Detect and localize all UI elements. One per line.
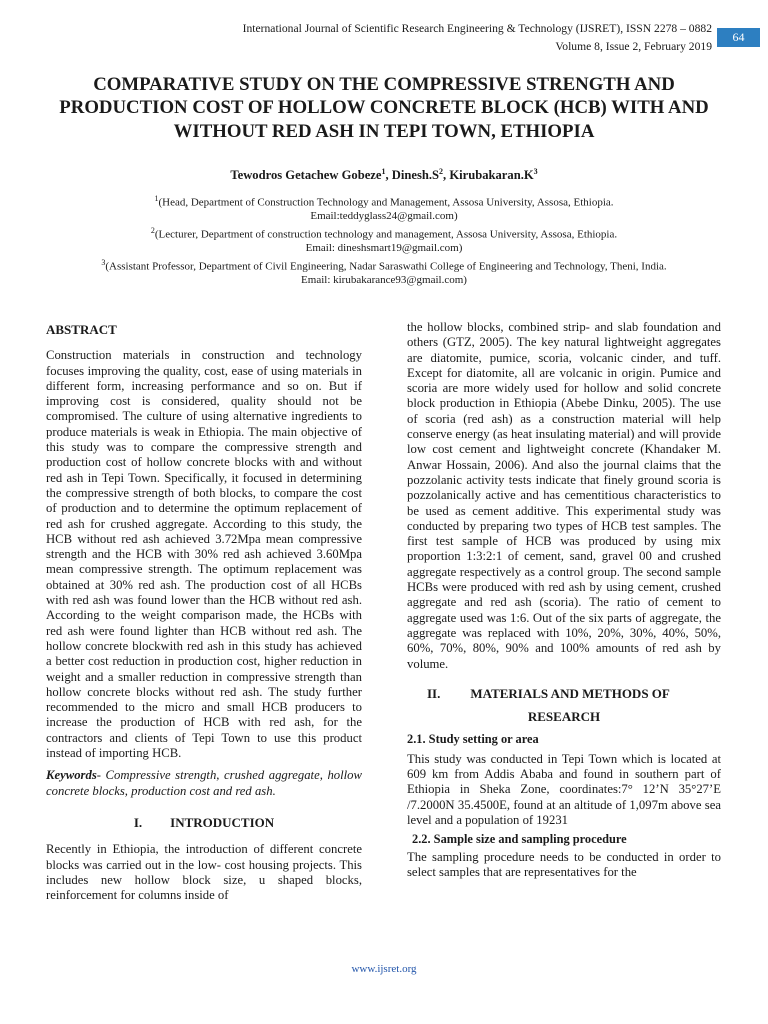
right-column xyxy=(407,320,721,880)
section-title: MATERIALS AND METHODS OF xyxy=(470,685,670,701)
subsection-heading: 2.2. Sample size and sampling procedure xyxy=(412,832,627,847)
keywords-text: - Compressive strength, crushed aggregate, hollow concrete blocks, production cost and red ash. xyxy=(46,768,362,798)
affiliation-text: (Head, Department of Construction Technology and Management, Assosa University, Assosa, Ethiopia. xyxy=(158,196,614,209)
sampling-text: The sampling procedure needs to be conducted in order to select samples that are representatives for the xyxy=(407,849,721,879)
abstract-text: Construction materials in construction and technology focuses improving the quality, cost, ease of using materials in different form, increasing performance and so on. But if improving cost is considered, quality should not be compromised. The culture of using alternative ingredients to produce materials is weak in Ethiopia. The main objective of this study was to compare the compressive strength and production cost of hollow concrete blocks with and without red ash in Tepi Town. Specifically, it focused in determining the compressive strength of both blocks, to compare the cost of production and to determine the optimum replacement of red ash for crushed aggregate. According to this study, the HCB without red ash achieved 3.72Mpa mean compressive strength and the HCB with 30% red ash achieved 3.60Mpa mean compressive strength. The optimum replacement was obtained at 30% red ash. The production cost of all HCBs with red ash was found lower than the HCB without red ash. According to the weight comparison made, the HCBs with red ash were found lighter than HCB without red ash. The hollow concrete blockwith red ash in this study has achieved a better cost reduction in production cost, higher reduction in weight and a smaller reduction in compressive strength than hollow concrete blocks without red ash. The study further recommended to the micro and small HCB producers to increase the production of HCB with red ash, for the contractors and clients of Tepi Town to use this product instead of importing HCB. xyxy=(46,348,362,761)
footer-link[interactable]: www.ijsret.org xyxy=(351,963,417,975)
affiliation-sup: 3 xyxy=(101,257,106,267)
page-number-badge: 64 xyxy=(717,28,760,47)
affiliation-sup: 1 xyxy=(154,194,159,203)
affiliation-email: Email: dineshsmart19@gmail.com) xyxy=(305,242,463,255)
section2-heading xyxy=(407,686,721,701)
author-separator: , xyxy=(385,168,392,183)
author-sup: 1 xyxy=(381,167,386,176)
keywords-label: Keywords xyxy=(46,768,97,783)
section2-heading-cont: RESEARCH xyxy=(527,709,601,725)
author-sup: 3 xyxy=(533,167,538,176)
author-sup: 2 xyxy=(439,167,444,176)
affiliation-text: (Assistant Professor, Department of Civil Engineering, Nadar Saraswathi College of Engineering and Technology, Theni, India. xyxy=(105,260,667,273)
affiliation-text: (Lecturer, Department of construction technology and management, Assosa University, Assosa, Ethiopia. xyxy=(154,228,618,241)
abstract-heading: ABSTRACT xyxy=(46,322,117,337)
paper-title: COMPARATIVE STUDY ON THE COMPRESSIVE STRENGTH AND PRODUCTION COST OF HOLLOW CONCRETE BLOCK (HCB) WITH AND WITHOUT RED ASH IN TEPI TOWN, ETHIOPIA xyxy=(59,74,709,142)
section-title: INTRODUCTION xyxy=(170,814,275,830)
issue-info: Volume 8, Issue 2, February 2019 xyxy=(555,40,712,53)
affiliation-line xyxy=(0,224,768,242)
affiliation-line xyxy=(0,192,768,210)
left-column xyxy=(46,322,362,903)
section-number: I. xyxy=(133,814,143,830)
affiliation-email: Email:teddyglass24@gmail.com) xyxy=(310,210,458,223)
introduction-text: Recently in Ethiopia, the introduction of different concrete blocks was carried out in the low- cost housing projects. This includes new hollow block size, u shaped blocks, reinforcement for columns inside of xyxy=(46,842,362,903)
author-name: Tewodros Getachew Gobeze xyxy=(230,168,382,183)
section-number: II. xyxy=(427,685,441,701)
affiliation-email: Email: kirubakarance93@gmail.com) xyxy=(301,273,467,286)
journal-header: International Journal of Scientific Research Engineering & Technology (IJSRET), ISSN 2278 – 0882 xyxy=(242,22,712,35)
introduction-continued: the hollow blocks, combined strip- and slab foundation and others (GTZ, 2005). The key natural lightweight aggregates are diatomite, pumice, scoria, volcanic cinder, and tuff. Except for diatomite, all are volcanic in origin. Pumice and scoria are more widely used for hollow and solid concrete block production in Ethiopia (Abebe Dinku, 2005). The use of scoria (red ash) as a construction material will help conserve energy (as heat insulating material) and will provide low cost cement and lightweight concrete (Khandaker M. Anwar Hossain, 2006). And also the journal claims that the pozzolanic activity tests indicate that finely ground scoria is pozzolanically active and has cementitious characteristics to be used as cement additive. This experimental study was conducted by preparing two types of HCB test samples. The first test sample of HCB was produced by using mix proportion 1:3:2:1 of cement, sand, gravel 00 and crushed aggregate respectively as a control group. The second sample HCBs were produced with red ash by using cement, crushed aggregate and red ash (scoria). The ratio of cement to aggregate used was 1:6. Out of the six parts of aggregate, the aggregate was replaced with 10%, 20%, 30%, 40%, 50%, 60%, 70%, 80%, 90% and 100% amounts of red ash by volume. xyxy=(407,320,721,671)
keywords xyxy=(46,768,362,799)
author-name: Dinesh.S xyxy=(391,168,440,183)
study-area-text: This study was conducted in Tepi Town which is located at 609 km from Addis Ababa and found in southern part of Ethiopia in Sheka Zone, coordinates:7° 12’N 35°27’E /7.2000N 35.4500E, found at an altitude of 1,097m above sea level and a population of 19231 xyxy=(407,751,721,827)
affiliation-line xyxy=(0,256,768,274)
affiliation-list xyxy=(0,192,768,288)
author-list xyxy=(0,164,768,183)
affiliation-sup: 2 xyxy=(150,225,155,235)
subsection-heading: 2.1. Study setting or area xyxy=(407,732,539,747)
author-separator: , xyxy=(443,168,450,183)
author-name: Kirubakaran.K xyxy=(449,168,534,183)
introduction-heading xyxy=(46,815,362,830)
